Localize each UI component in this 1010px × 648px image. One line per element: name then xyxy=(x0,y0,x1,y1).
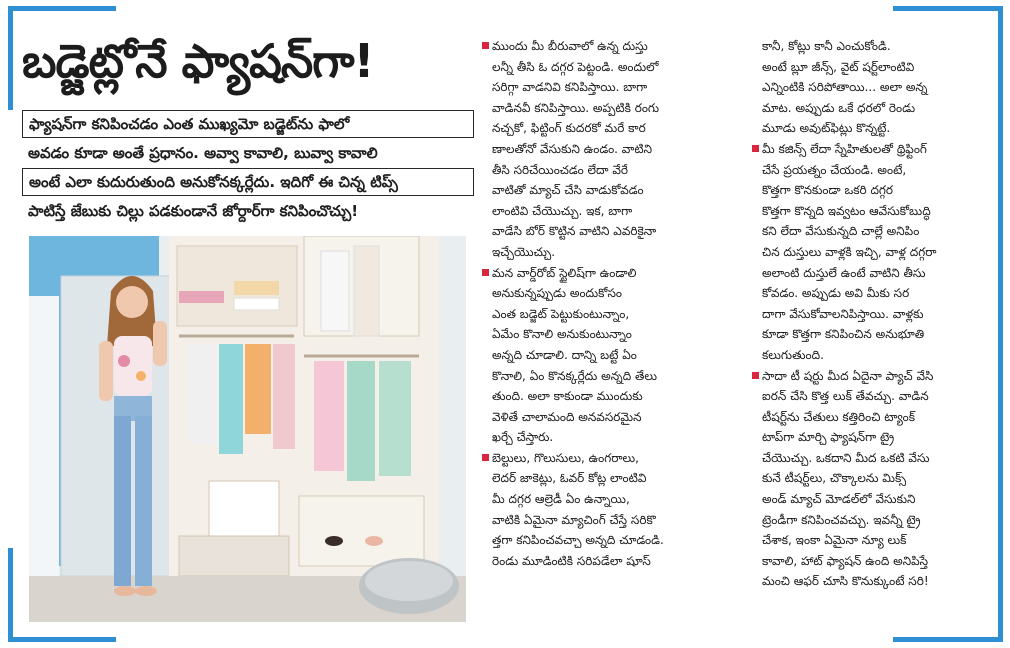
text-line: ఎన్నింటికి సరిపోతాయి... అలా అన్న xyxy=(762,80,928,95)
text-line: ట్రెండీగా కనిపించవచ్చు. ఇవన్నీ ట్రై xyxy=(762,512,921,527)
text-line: అలాంటి దుస్తులే ఉంటే వాటిని తీసు xyxy=(762,265,926,280)
text-line: చిన దుస్తులు వాళ్లకి ఇచ్చి, వాళ్ల దగ్గరా xyxy=(762,244,937,259)
text-line: వాటితో మ్యాచ్ చేసి వాడుకోవడం xyxy=(492,183,644,198)
text-line: వాడేసి బోర్ కొట్టిన వాటిని ఎవరికైనా xyxy=(492,224,657,239)
bullet-square-icon xyxy=(752,372,759,379)
text-line: మంచి ఆఫర్ చూసి కొనుక్కుంటే సరి! xyxy=(762,574,929,589)
text-line: ఎంత బడ్జెట్ పెట్టుకుంటున్నాం, xyxy=(492,306,630,321)
paragraph xyxy=(483,448,745,572)
frame-accent-left xyxy=(8,6,13,110)
frame-accent-right xyxy=(998,6,1003,642)
bullet-square-icon xyxy=(482,269,489,276)
text-line: వాడినవీ కనిపిస్తాయి. అప్పటికి రంగు xyxy=(492,100,660,115)
text-line: చేసే ప్రయత్నం చేయండి. అంటే, xyxy=(762,162,907,177)
text-line: కానీ, కోట్లు కానీ ఎంచుకోండి. xyxy=(762,39,891,53)
text-line: కొనాలి, ఏం కొనక్కర్లేదు అన్నది తేలు xyxy=(492,368,657,383)
text-line: లెదర్ జాకెట్లు, ఓవర్ కోట్ల లాంటివి xyxy=(492,471,647,486)
text-line: మీ కజిన్స్ లేదా స్నేహితులతో థ్రిఫ్టింగ్ xyxy=(762,141,927,156)
text-line: కావాలి, హాట్ ఫ్యాషన్ ఉంది అనిపిస్తే xyxy=(762,553,929,568)
text-line: వాటికి ఏమైనా మ్యాచింగ్ చేస్తే సరికొ xyxy=(492,512,656,527)
text-line: బెల్టులు, గొలుసులు, ఉంగరాలు, xyxy=(492,450,639,465)
frame-accent-left-bottom xyxy=(8,548,13,642)
text-line: ఐరన్ చేసి కొత్త లుక్ తేవచ్చు. వాడిన xyxy=(762,389,929,404)
article-headline: బడ్జెట్లోనే ఫ్యాషన్‌గా! xyxy=(22,34,374,88)
text-line: లాంటివి చేయొచ్చు. ఇక, బాగా xyxy=(492,203,633,218)
text-line: రెండు మూడింటికి సరిపడేలా షూస్ xyxy=(492,553,651,568)
text-line: మన వార్డ్‌రోబ్ స్టైలిష్‌గా ఉండాలి xyxy=(492,265,637,280)
text-line: ఏమేం కొనాలి అనుకుంటున్నాం xyxy=(492,327,632,342)
text-line: మాట. అప్పుడు ఒకే ధరలో రెండు xyxy=(762,100,916,115)
bullet-square-icon xyxy=(482,42,489,49)
text-line: ణాలతోనో వేసుకుని ఉండం. వాటిని xyxy=(492,141,653,156)
text-line: అనుకున్నప్పుడు అందుకోసం xyxy=(492,286,622,301)
text-line: అంటే బ్లూ జీన్స్, వైట్ షర్ట్‌లాంటివి xyxy=(762,59,915,74)
wardrobe-illustration xyxy=(29,236,466,622)
text-line: అండ్ మ్యాచ్ మోడల్‌లో వేసుకుని xyxy=(762,492,916,507)
text-line: టీషర్ట్‌ను చేతులు కత్తిరించి ట్యాంక్ xyxy=(762,409,915,424)
text-line: సరిగ్గా వాడనివి కనిపిస్తాయి. బాగా xyxy=(492,80,648,95)
frame-accent-bottom-left xyxy=(8,637,116,642)
paragraph xyxy=(753,366,993,593)
article-column-1 xyxy=(483,36,745,571)
intro-line: ఫ్యాషన్‌గా కనిపించడం ఎంత ముఖ్యమో బడ్జెట్‌ను ఫాలో xyxy=(22,110,474,138)
text-line: ఇచ్చేయొచ్చు. xyxy=(492,244,556,259)
text-line: కోవడం. అప్పుడు అవి మీకు సర xyxy=(762,286,910,301)
text-line: వెళితే చాలామంది అనవసరమైన xyxy=(492,409,642,424)
text-line: త్తగా కనిపించవచ్చా అన్నది చూడండి. xyxy=(492,533,664,548)
text-line: టాప్‌గా మార్చి ఫ్యాషన్‌గా ట్రై xyxy=(762,430,895,445)
text-line: దాగా వేసుకోవాలనిపిస్తాయి. వాళ్లకు xyxy=(762,306,924,321)
intro-line: అవడం కూడా అంతే ప్రధానం. అవ్వా కావాలి, బువ్వా కావాలి xyxy=(28,144,378,162)
text-line: కొత్తగా కొన్నది ఇవ్వటం ఆవేసుకోబుద్ధి xyxy=(762,203,931,218)
intro-line: అంటే ఎలా కుదురుతుంది అనుకోనక్కర్లేదు. ఇదిగో ఈ చిన్న టిప్స్ xyxy=(22,168,474,196)
text-line: చేశాక, ఇంకా ఏమైనా న్యూ లుక్ xyxy=(762,533,907,548)
frame-accent-top-right xyxy=(893,6,1003,11)
paragraph xyxy=(753,139,993,366)
text-line: చేయొచ్చు. ఒకదాని మీద ఒకటి వేసు xyxy=(762,450,930,465)
text-line: తీసి సరిచేయించడం లేదా వేరే xyxy=(492,162,628,177)
text-line: తుంది. అలా కాకుండా ముందుకు xyxy=(492,389,643,404)
bullet-square-icon xyxy=(482,454,489,461)
text-line: ముందు మీ బీరువాలో ఉన్న దుస్తు xyxy=(492,39,648,53)
frame-accent-bottom-right xyxy=(893,637,1003,642)
text-line: కొత్తగా కొనకుండా ఒకరి దగ్గర xyxy=(762,183,894,198)
paragraph xyxy=(483,36,745,263)
text-line: మీ దగ్గర ఆల్రెడీ ఏం ఉన్నాయి, xyxy=(492,492,630,507)
frame-accent-top-left xyxy=(8,6,116,11)
text-line: కలుగుతుంది. xyxy=(762,347,824,362)
article-column-2 xyxy=(753,36,993,592)
paragraph xyxy=(753,36,993,139)
article-intro xyxy=(22,110,474,226)
text-line: అన్నది చూడాలి. దాన్ని బట్టే ఏం xyxy=(492,347,637,362)
text-line: ఖర్చే చేస్తారు. xyxy=(492,430,554,445)
text-line: నచ్చకో, ఫిట్టింగ్ కుదరకో మరే కార xyxy=(492,121,646,136)
paragraph xyxy=(483,263,745,448)
text-line: మూడు అవుట్‌ఫిట్లు కొన్నట్టే. xyxy=(762,121,891,136)
text-line: కని లేదా వేసుకున్నది చాల్లే అనిపిం xyxy=(762,224,920,239)
intro-line: పాటిస్తే జేబుకు చిల్లు పడకుండానే జోర్దార్‌గా కనిపించొచ్చు! xyxy=(28,202,359,220)
text-line: కునే టీషర్ట్‌లు, చొక్కాలను మిక్స్ xyxy=(762,471,907,486)
bullet-square-icon xyxy=(752,145,759,152)
text-line: లన్నీ తీసి ఓ దగ్గర పెట్టండి. అందులో xyxy=(492,59,659,74)
text-line: కూడా కొత్తగా కనిపించిన అనుభూతి xyxy=(762,327,925,342)
article-photo xyxy=(29,236,466,622)
text-line: సాదా టీ షర్టు మీద ఏదైనా ప్యాచ్ వేసి xyxy=(762,368,934,383)
